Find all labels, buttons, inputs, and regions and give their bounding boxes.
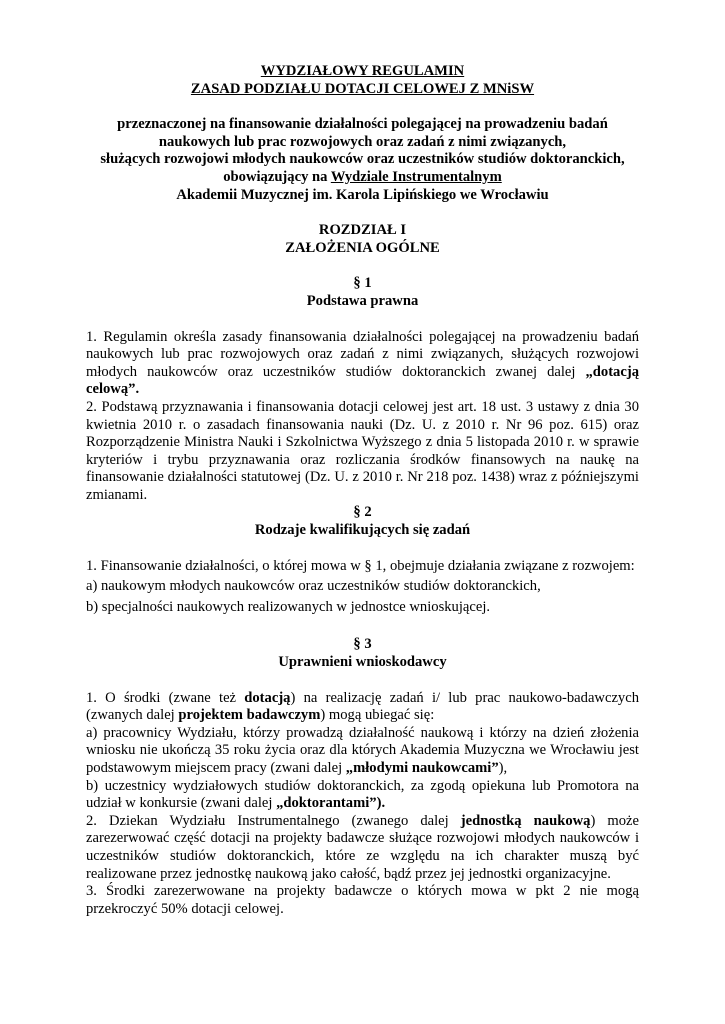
section-2-item-b: b) specjalności naukowych realizowanych w jednostce wnioskującej. [86, 598, 491, 615]
chapter-number: ROZDZIAŁ I [318, 222, 407, 239]
faculty-name: Wydziale Instrumentalnym [330, 168, 502, 185]
doktoranci-term: „doktorantami”). [276, 795, 386, 812]
s3-item-a-text: a) pracownicy Wydziału, którzy prowadzą działalność naukową i którzy na dzień złożenia wniosku nie ukończą 35 roku życia oraz dla których Akademia Muzyczna we Wrocławiu jest podstawowym miejscem pracy (zwani dalej [86, 724, 639, 776]
s3-p1-part-a: 1. O środki (zwane też [86, 689, 245, 706]
section-1-sign: § 1 [353, 275, 372, 292]
projekt-badawczy-term: projektem badawczym [178, 707, 321, 724]
document-page [86, 63, 639, 918]
section-2-item-a: a) naukowym młodych naukowców oraz uczestników studiów doktoranckich, [86, 578, 541, 595]
section-1-paragraph-1-text: 1. Regulamin określa zasady finansowania działalności polegającej na prowadzeniu badań naukowych lub prac rozwojowych oraz zadań z nimi związanych, służących rozwojowi młodych naukowców oraz uczestników studiów doktoranckich zwanej dalej [86, 328, 639, 380]
chapter-heading [86, 222, 639, 257]
dotacja-celowa-term: „dotacją celową”. [86, 363, 639, 398]
section-3-paragraph-3: 3. Środki zarezerwowane na projekty badawcze o których mowa w pkt 2 nie mogą przekroczyć 50% dotacji celowej. [86, 883, 639, 917]
dotacja-term: dotacją [244, 689, 291, 706]
intro-line-4-text: obowiązujący na [223, 168, 331, 185]
intro-line-5: Akademii Muzycznej im. Karola Lipińskiego we Wrocławiu [176, 186, 549, 203]
section-3-item-b [86, 778, 639, 813]
intro-line-1: przeznaczonej na finansowanie działalności polegającej na prowadzeniu badań [117, 116, 608, 133]
intro-line-4 [86, 169, 639, 187]
section-1-title: Podstawa prawna [306, 292, 419, 309]
s3-p2-part-a: 2. Dziekan Wydziału Instrumentalnego (zwanego dalej [86, 812, 461, 829]
section-2-sign: § 2 [353, 504, 372, 521]
s3-p2-part-c: ) może zarezerwować część dotacji na projekty badawcze służące rozwojowi młodych naukowców i uczestników studiów doktoranckich, które ze względu na ich charakter muszą być realizowane przez jednostkę naukową jako całość, bądź przez jej jednostki organizacyjne. [86, 812, 639, 882]
section-1-heading [86, 275, 639, 310]
s3-p1-part-e: ) mogą ubiegać się: [320, 707, 435, 724]
section-3-sign: § 3 [353, 636, 372, 653]
section-2-paragraph-1: 1. Finansowanie działalności, o której mowa w § 1, obejmuje działania związane z rozwojem: [86, 557, 635, 574]
section-1-paragraph-1 [86, 329, 639, 399]
jednostka-naukowa-term: jednostką naukową [460, 812, 591, 829]
s3-item-b-text: b) uczestnicy wydziałowych studiów doktoranckich, za zgodą opiekuna lub Promotora na udział w konkursie (zwani dalej [86, 777, 639, 812]
s3-p1-part-c: ) na realizację zadań i/ lub prac naukowo-badawczych (zwanych dalej [86, 689, 639, 724]
title-line-2: ZASAD PODZIAŁU DOTACJI CELOWEJ Z MNiSW [190, 80, 535, 97]
section-3-heading [86, 636, 639, 671]
intro-block [86, 116, 639, 204]
s3-item-a-end: ), [498, 760, 508, 776]
section-3-item-a [86, 725, 639, 778]
section-3-paragraph-2 [86, 813, 639, 883]
section-2-title: Rodzaje kwalifikujących się zadań [254, 522, 471, 539]
intro-line-3: służących rozwojowi młodych naukowców oraz uczestników studiów doktoranckich, [100, 151, 625, 168]
section-3-paragraph-1 [86, 690, 639, 725]
chapter-name: ZAŁOŻENIA OGÓLNE [285, 239, 440, 256]
document-title [86, 63, 639, 98]
section-1-paragraph-2: 2. Podstawą przyznawania i finansowania dotacji celowej jest art. 18 ust. 3 ustawy z dnia 30 kwietnia 2010 r. o zasadach finansowania nauki (Dz. U. z 2010 r. Nr 96 poz. 615) oraz Rozporządzenie Ministra Nauki i Szkolnictwa Wyższego z dnia 5 listopada 2010 r. w sprawie kryteriów i trybu przyznawania oraz rozliczania środków finansowych na naukę na finansowanie działalności statutowej (Dz. U. z 2010 r. Nr 218 poz. 1438) wraz z późniejszymi zmianami. [86, 398, 639, 503]
section-2-heading [86, 504, 639, 539]
mlodzi-naukowcy-term: „młodymi naukowcami” [345, 760, 499, 776]
section-3-title: Uprawnieni wnioskodawcy [278, 654, 447, 671]
intro-line-2: naukowych lub prac rozwojowych oraz zadań z nimi związanych, [158, 133, 567, 150]
title-line-1: WYDZIAŁOWY REGULAMIN [260, 63, 465, 79]
